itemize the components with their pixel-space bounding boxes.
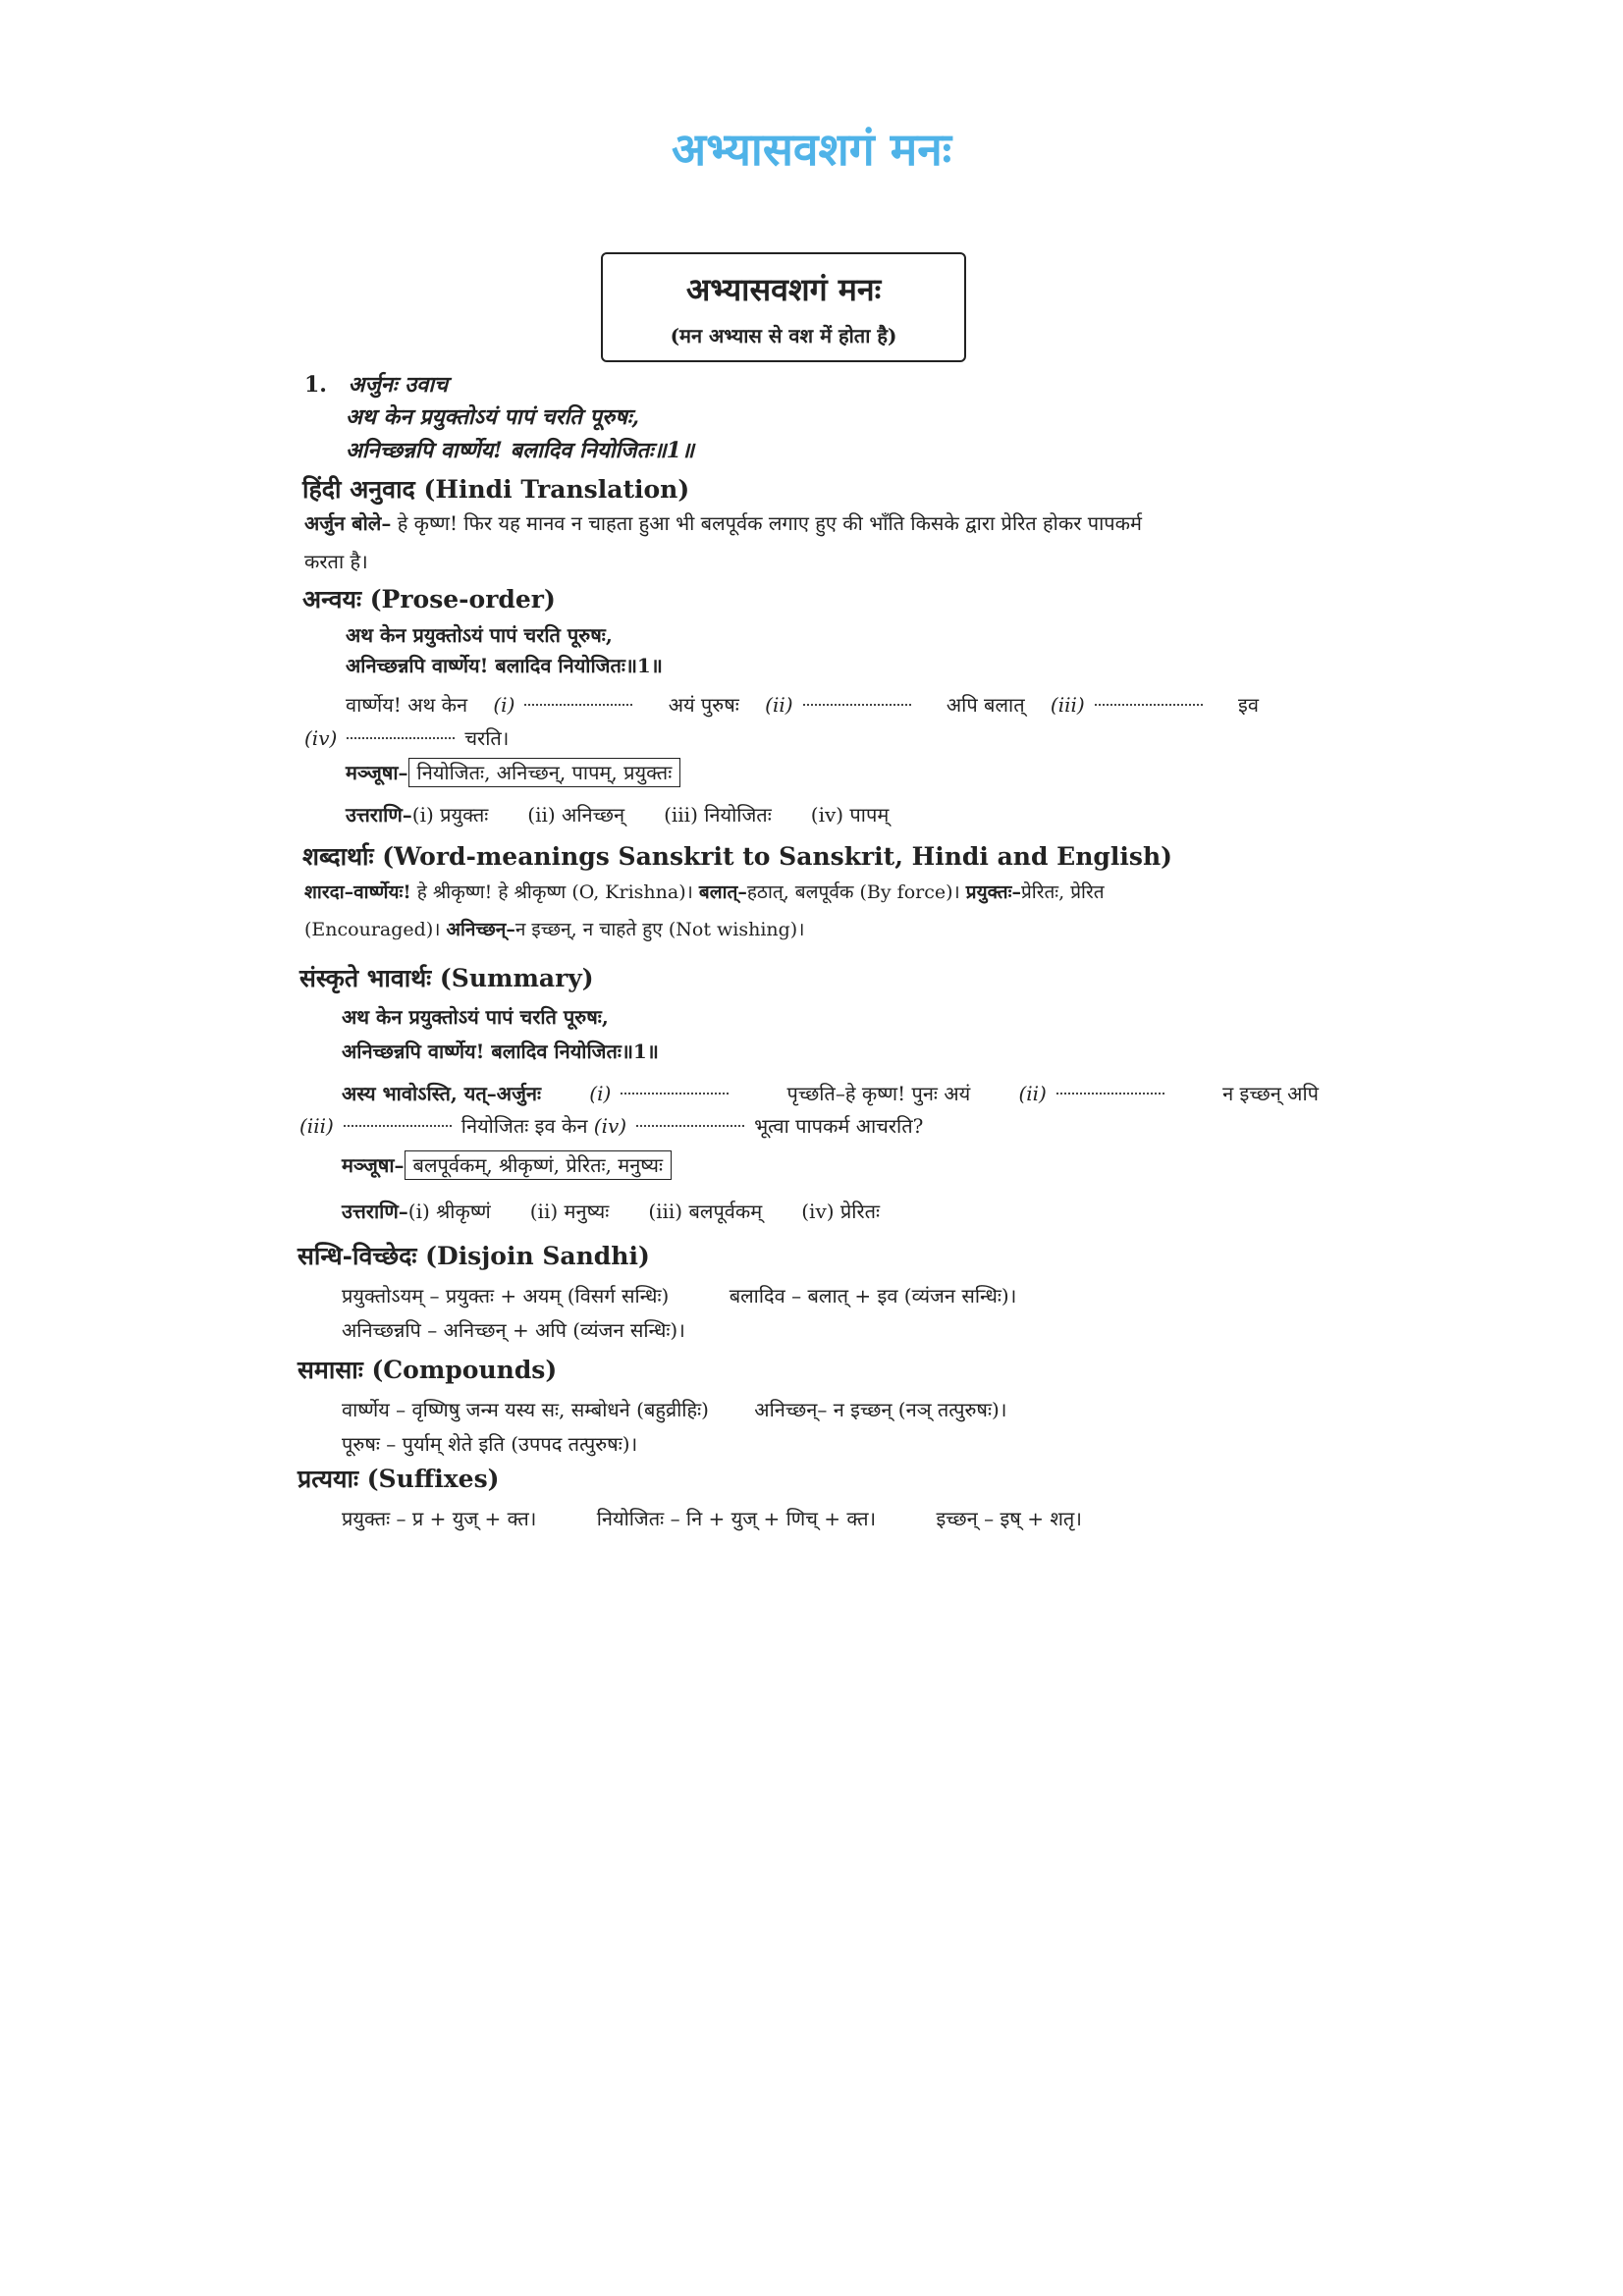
fill-text: नियोजितः इव केन (460, 1114, 588, 1138)
hindi-translation-line-2: करता है। (304, 550, 368, 573)
blank (803, 704, 911, 706)
fill-text: अयं पुरुषः (668, 693, 739, 717)
word: प्रयुक्तः– (965, 881, 1021, 903)
meaning: हठात्, बलपूर्वक (By force)। (746, 881, 960, 903)
suffixes-row (342, 1509, 1082, 1528)
chapter-subtitle: (मन अभ्यास से वश में होता है) (670, 324, 897, 347)
word: अनिच्छन्– (446, 919, 515, 940)
blank (524, 704, 632, 706)
chapter-title-box (601, 252, 966, 362)
compound-item: वार्ष्णेय – वृष्णिषु जन्म यस्य सः, सम्बोधने (बहुव्रीहिः) (342, 1398, 709, 1421)
compounds-row-1 (342, 1400, 1006, 1419)
fill-text: न इच्छन् अपि (1222, 1082, 1319, 1105)
prose-fill-line-1 (346, 695, 1259, 715)
sandhi-row-2: अनिच्छन्नपि – अनिच्छन् + अपि (व्यंजन सन्धिः)। (342, 1318, 685, 1342)
sandhi-item: बलादिव – बलात् + इव (व्यंजन सन्धिः)। (729, 1284, 1017, 1308)
fill-text: वार्ष्णेय! अथ केन (346, 693, 468, 717)
meaning: हे श्रीकृष्ण! हे श्रीकृष्ण (O, Krishna)। (416, 881, 693, 903)
answers-label: उत्तराणि– (342, 1200, 408, 1223)
sandhi-row-1 (342, 1286, 1016, 1306)
verse-speaker: अर्जुनः उवाच (348, 372, 449, 398)
compounds-row-2: पूरुषः – पुर्याम् शेते इति (उपपद तत्पुरुषः)। (342, 1432, 638, 1456)
summary-fill-line-1 (342, 1084, 1319, 1103)
prose-line-1: अथ केन प्रयुक्तोऽयं पापं चरति पूरुषः, (346, 623, 613, 647)
verse-line-2: अनिच्छन्नपि वार्ष्णेय! बलादिव नियोजितः॥1॥ (346, 438, 695, 463)
suffix-item: नियोजितः – नि + युज् + णिच् + क्त। (596, 1507, 877, 1530)
blank (621, 1093, 729, 1095)
fill-text: अस्य भावोऽस्ति, यत्–अर्जुनः (342, 1082, 542, 1105)
summary-manjusha (342, 1150, 672, 1180)
summary-fill-line-2 (299, 1116, 923, 1136)
answers-label: उत्तराणि– (346, 803, 412, 827)
blank-label: (iv) (593, 1114, 627, 1138)
sandhi-item: प्रयुक्तोऽयम् – प्रयुक्तः + अयम् (विसर्ग सन्धिः) (342, 1284, 670, 1308)
fill-text: पृच्छति–हे कृष्ण! पुनः अयं (786, 1082, 971, 1105)
answer: (iii) नियोजितः (664, 803, 772, 827)
word-meanings-line-1 (304, 883, 1105, 902)
blank-label: (iii) (1050, 693, 1085, 717)
blank (1095, 704, 1203, 706)
answer: (iv) प्रेरितः (801, 1200, 881, 1223)
compound-item: अनिच्छन्– न इच्छन् (नञ् तत्पुरुषः)। (754, 1398, 1007, 1421)
meaning: (Encouraged)। (304, 919, 441, 940)
blank (636, 1125, 744, 1127)
word-meanings-heading: शब्दार्थाः (Word-meanings Sanskrit to Sanskrit, Hindi and English) (302, 842, 1172, 871)
meaning: प्रेरितः, प्रेरित (1020, 881, 1105, 903)
sandhi-heading: सन्धि-विच्छेदः (Disjoin Sandhi) (298, 1242, 650, 1270)
prose-order-heading: अन्वयः (Prose-order) (302, 585, 556, 614)
blank-label: (i) (589, 1082, 612, 1105)
summary-heading: संस्कृते भावार्थः (Summary) (299, 964, 594, 992)
verse-line-1: अथ केन प्रयुक्तोऽयं पापं चरति पूरुषः, (346, 404, 639, 430)
manjusha-box: नियोजितः, अनिच्छन्, पापम्, प्रयुक्तः (408, 758, 681, 787)
answer: (iii) बलपूर्वकम् (648, 1200, 763, 1223)
word: बलात्– (698, 881, 747, 903)
summary-line-1: अथ केन प्रयुक्तोऽयं पापं चरति पूरुषः, (342, 1005, 609, 1029)
fill-text: इव (1238, 693, 1259, 717)
blank-label: (iii) (299, 1114, 334, 1138)
summary-line-2: अनिच्छन्नपि वार्ष्णेय! बलादिव नियोजितः॥1॥ (342, 1040, 659, 1063)
verse-number: 1. (304, 372, 327, 398)
prose-manjusha (346, 758, 680, 787)
fill-text: भूत्वा पापकर्म आचरति? (754, 1114, 924, 1138)
answer: (ii) मनुष्यः (529, 1200, 610, 1223)
meaning: न इच्छन्, न चाहते हुए (Not wishing)। (514, 919, 805, 940)
blank-label: (i) (493, 693, 515, 717)
hindi-translation-heading: हिंदी अनुवाद (Hindi Translation) (302, 475, 690, 504)
manjusha-label: मञ्जूषा– (342, 1153, 405, 1177)
blank (1056, 1093, 1164, 1095)
manjusha-label: मञ्जूषा– (346, 761, 408, 784)
prose-fill-line-2 (304, 728, 509, 748)
answer: (ii) अनिच्छन् (527, 803, 625, 827)
hindi-speaker: अर्जुन बोले– (304, 511, 392, 535)
answer: (iv) पापम् (810, 803, 890, 827)
word-meanings-line-2 (304, 921, 804, 939)
blank (344, 1125, 452, 1127)
suffixes-heading: प्रत्ययाः (Suffixes) (298, 1465, 500, 1493)
suffix-item: प्रयुक्तः – प्र + युज् + क्त। (342, 1507, 537, 1530)
hindi-text: हे कृष्ण! फिर यह मानव न चाहता हुआ भी बलपूर्वक लगाए हुए की भाँति किसके द्वारा प्रेरित होकर पापकर्म (397, 511, 1142, 535)
blank-label: (ii) (1018, 1082, 1047, 1105)
prose-answers (346, 805, 889, 825)
prose-line-2: अनिच्छन्नपि वार्ष्णेय! बलादिव नियोजितः॥1॥ (346, 654, 663, 677)
verse-header (304, 374, 448, 396)
word: शारदा–वार्ष्णेयः! (304, 881, 411, 903)
suffix-item: इच्छन् – इष् + शतृ। (936, 1507, 1082, 1530)
fill-text: अपि बलात् (946, 693, 1025, 717)
compounds-heading: समासाः (Compounds) (298, 1356, 558, 1384)
blank-label: (ii) (765, 693, 793, 717)
blank (347, 737, 455, 739)
page-title: अभ्यासवशगं मनः (671, 123, 952, 176)
answer: (i) श्रीकृष्णं (407, 1200, 491, 1223)
hindi-translation-line-1 (304, 513, 1142, 533)
summary-answers (342, 1201, 880, 1221)
chapter-title: अभ्यासवशगं मनः (685, 271, 882, 308)
answer: (i) प्रयुक्तः (411, 803, 489, 827)
manjusha-box: बलपूर्वकम्, श्रीकृष्णं, प्रेरितः, मनुष्यः (405, 1150, 673, 1180)
fill-text: चरति। (464, 726, 510, 750)
blank-label: (iv) (304, 726, 338, 750)
